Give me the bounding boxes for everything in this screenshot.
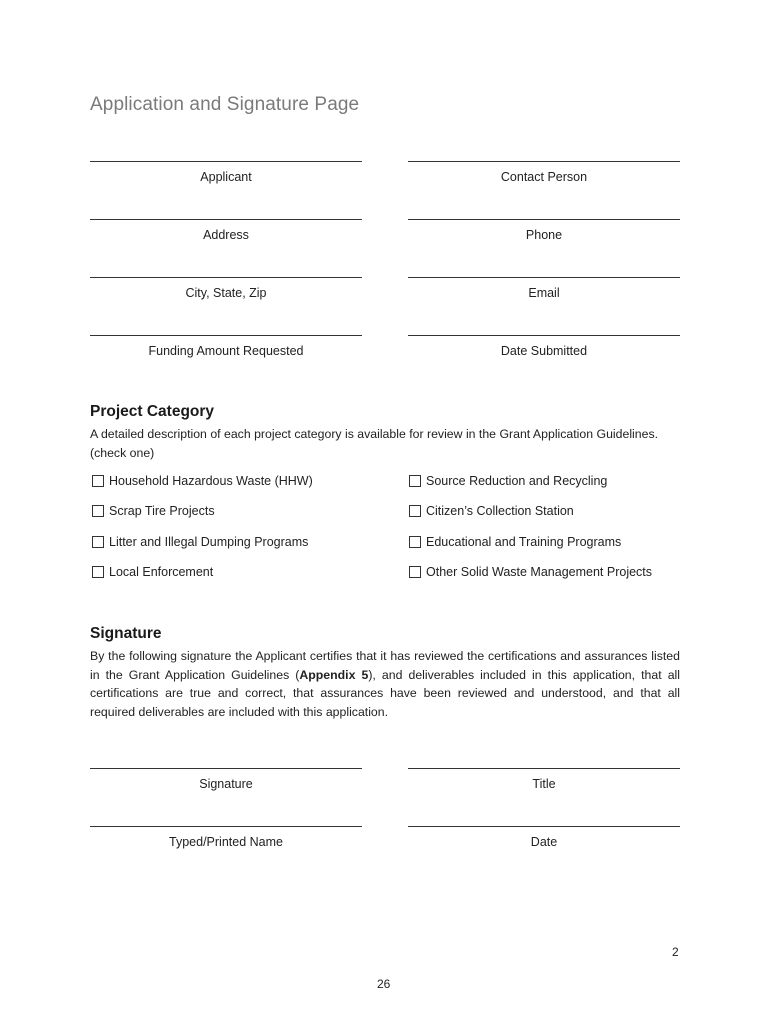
- appendix-reference: Appendix 5: [299, 667, 369, 682]
- checkbox-label: Local Enforcement: [109, 565, 214, 579]
- signature-line: [408, 826, 680, 827]
- applicant-label: Applicant: [200, 170, 252, 184]
- signature-line: [90, 277, 362, 278]
- signature-line: [90, 768, 362, 769]
- checkbox-label: Citizen’s Collection Station: [426, 504, 574, 518]
- checkbox-hhw[interactable]: [90, 474, 313, 488]
- email-field[interactable]: [408, 277, 680, 300]
- signature-line: [408, 335, 680, 336]
- signature-line: [408, 768, 680, 769]
- checkbox-litter-dumping[interactable]: [90, 535, 308, 549]
- checkbox-source-reduction[interactable]: [407, 474, 607, 488]
- funding-amount-field[interactable]: [90, 335, 362, 358]
- checkbox-icon[interactable]: [409, 475, 421, 487]
- applicant-field[interactable]: [90, 161, 362, 184]
- address-field[interactable]: [90, 219, 362, 242]
- checkbox-scrap-tire[interactable]: [90, 504, 215, 518]
- email-label: Email: [528, 286, 560, 300]
- checkbox-icon[interactable]: [409, 505, 421, 517]
- city-state-zip-field[interactable]: [90, 277, 362, 300]
- signature-line: [408, 161, 680, 162]
- signature-heading: Signature: [90, 625, 162, 642]
- checkbox-icon[interactable]: [92, 536, 104, 548]
- signature-line: [90, 335, 362, 336]
- checkbox-local-enforcement[interactable]: [90, 565, 213, 579]
- signature-line: [90, 219, 362, 220]
- date-submitted-field[interactable]: [408, 335, 680, 358]
- checkbox-educational-training[interactable]: [407, 535, 621, 549]
- checkbox-label: Source Reduction and Recycling: [426, 474, 608, 488]
- checkbox-label: Other Solid Waste Management Projects: [426, 565, 653, 579]
- description-line: A detailed description of each project category is available for review in the Grant Application Guidelines.: [90, 427, 659, 441]
- signature-field[interactable]: [90, 768, 362, 791]
- certification-text-end: ), and deliverables included in this application, that all certifications are true and correct, that assurances have been reviewed and understood, and that all required deliverables are included with this application.: [90, 667, 680, 719]
- checkbox-citizens-collection[interactable]: [407, 504, 574, 518]
- contact-person-label: Contact Person: [500, 170, 588, 184]
- signature-line: [90, 826, 362, 827]
- printed-name-field[interactable]: [90, 826, 362, 849]
- phone-field[interactable]: [408, 219, 680, 242]
- signature-line: [408, 277, 680, 278]
- signature-certification-text: [90, 647, 680, 721]
- footer-page-number: 26: [377, 977, 391, 991]
- checkbox-label: Litter and Illegal Dumping Programs: [109, 535, 309, 549]
- checkbox-label: Educational and Training Programs: [426, 535, 622, 549]
- title-label: Title: [532, 777, 556, 791]
- contact-person-field[interactable]: [408, 161, 680, 184]
- page-number: 2: [672, 945, 679, 959]
- printed-name-label: Typed/Printed Name: [169, 835, 283, 849]
- title-field[interactable]: [408, 768, 680, 791]
- checkbox-icon[interactable]: [409, 536, 421, 548]
- project-category-description: [90, 425, 680, 462]
- signature-line: [90, 161, 362, 162]
- phone-label: Phone: [525, 228, 563, 242]
- date-label: Date: [530, 835, 558, 849]
- page-title: Application and Signature Page: [90, 94, 360, 115]
- project-category-heading: Project Category: [90, 403, 215, 420]
- checkbox-icon[interactable]: [92, 475, 104, 487]
- checkbox-other-solid-waste[interactable]: [407, 565, 652, 579]
- city-state-zip-label: City, State, Zip: [185, 286, 267, 300]
- signature-label: Signature: [199, 777, 253, 791]
- checkbox-icon[interactable]: [92, 505, 104, 517]
- checkbox-label: Household Hazardous Waste (HHW): [109, 474, 313, 488]
- address-label: Address: [203, 228, 249, 242]
- date-field[interactable]: [408, 826, 680, 849]
- date-submitted-label: Date Submitted: [500, 344, 588, 358]
- checkbox-icon[interactable]: [92, 566, 104, 578]
- funding-amount-label: Funding Amount Requested: [148, 344, 304, 358]
- description-line: (check one): [90, 445, 155, 460]
- checkbox-icon[interactable]: [409, 566, 421, 578]
- signature-line: [408, 219, 680, 220]
- certification-text-start: By the following signature the Applicant certifies that it has reviewed the certifications and assurances listed in the Grant Application Guidelines (: [90, 649, 680, 682]
- checkbox-label: Scrap Tire Projects: [109, 504, 215, 518]
